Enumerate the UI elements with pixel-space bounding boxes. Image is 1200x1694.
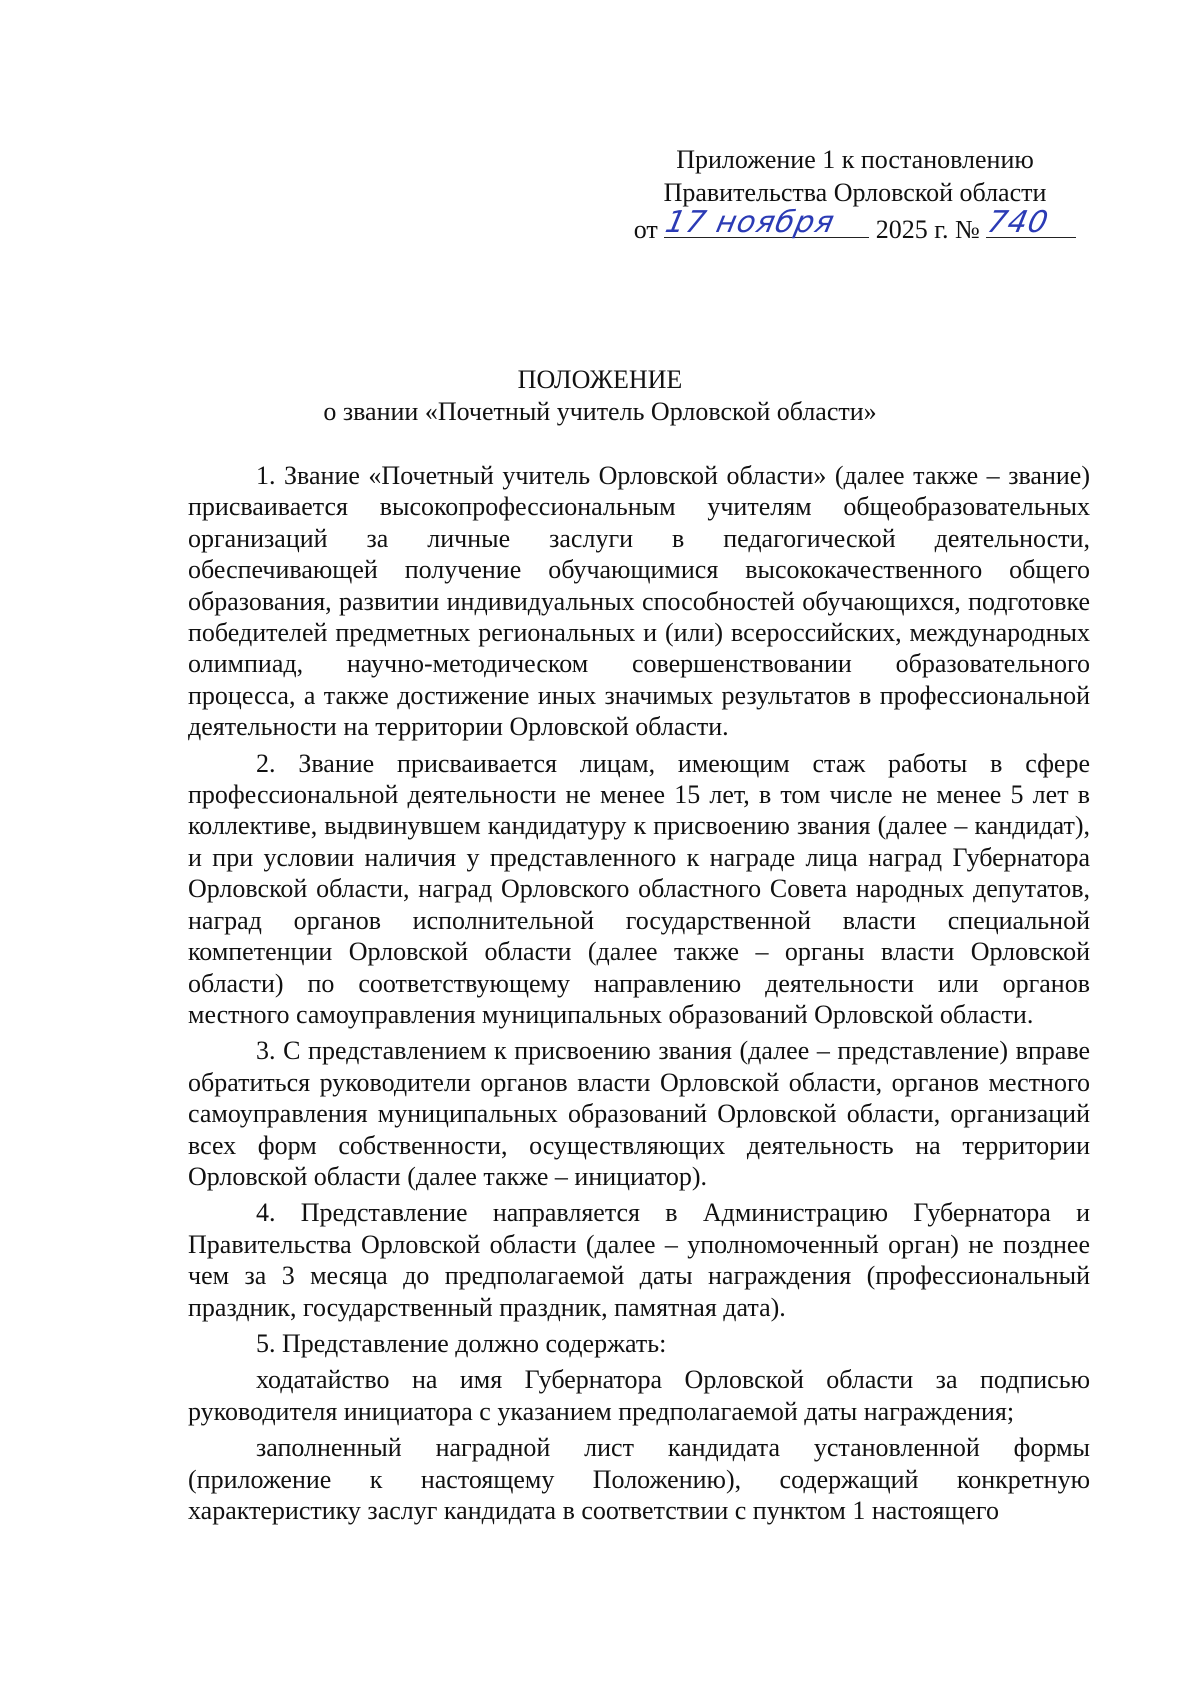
- handwritten-date: 17 ноября: [662, 205, 839, 240]
- year-number-label: 2025 г. №: [875, 215, 980, 244]
- appendix-line: Приложение 1 к постановлению: [676, 145, 1034, 174]
- paragraph-3: 3. С представлением к присвоению звания (далее – представление) вправе обратиться руководители органов власти Орловской области, органов местного самоуправления муниципальных образований Орловской области, организаций всех форм собственности, осуществляющих деятельность на территории Орловской области (далее также – инициатор).: [188, 1036, 1090, 1191]
- paragraph-2: 2. Звание присваивается лицам, имеющим стаж работы в сфере профессиональной деятельности не менее 15 лет, в том числе не менее 5 лет в коллективе, выдвинувшем кандидатуру к присвоению звания (далее – кандидат), и при условии наличия у представленного к награде лица наград Губернатора Орловской области, наград Орловского областного Совета народных депутатов, наград органов исполнительной государственной власти специальной компетенции Орловской области (далее также – органы власти Орловской области) по соответствующему направлению деятельности или органов местного самоуправления муниципальных образований Орловской области.: [188, 748, 1090, 1029]
- date-fill-line: [662, 205, 869, 240]
- title-subtitle: о звании «Почетный учитель Орловской области»: [323, 397, 877, 426]
- paragraph-4: 4. Представление направляется в Администрацию Губернатора и Правительства Орловской области (далее – уполномоченный орган) не позднее чем за 3 месяца до предполагаемой даты награждения (профессиональный праздник, государственный праздник, памятная дата).: [188, 1198, 1090, 1322]
- paragraph-1: 1. Звание «Почетный учитель Орловской области» (далее также – звание) присваивается высокопрофессиональным учителям общеобразовательных организаций за личные заслуги в педагогической деятельности, обеспечивающей получение обучающимися высококачественного общего образования, развитии индивидуальных способностей обучающихся, подготовке победителей предметных региональных и (или) всероссийских, международных олимпиад, научно-методическом совершенствовании образовательного процесса, а также достижение иных значимых результатов в профессиональной деятельности на территории Орловской области.: [188, 461, 1090, 742]
- title-heading: ПОЛОЖЕНИЕ: [517, 365, 683, 394]
- document-title: [0, 364, 1200, 428]
- handwritten-number: 740: [984, 205, 1053, 240]
- paragraph-5-item-award-sheet: заполненный наградной лист кандидата установленной формы (приложение к настоящему Положению), содержащий конкретную характеристику заслуг кандидата в соответствии с пунктом 1 настоящего: [188, 1433, 1090, 1525]
- government-line: Правительства Орловской области: [663, 178, 1047, 207]
- date-prefix: от: [633, 215, 658, 244]
- appendix-header: [620, 143, 1090, 246]
- document-body: [188, 460, 1090, 1526]
- paragraph-5-item-petition: ходатайство на имя Губернатора Орловской области за подписью руководителя инициатора с указанием предполагаемой даты награждения;: [188, 1365, 1090, 1426]
- number-fill-line: [984, 205, 1076, 240]
- paragraph-5: 5. Представление должно содержать:: [256, 1328, 667, 1358]
- date-number-line: [620, 205, 1090, 246]
